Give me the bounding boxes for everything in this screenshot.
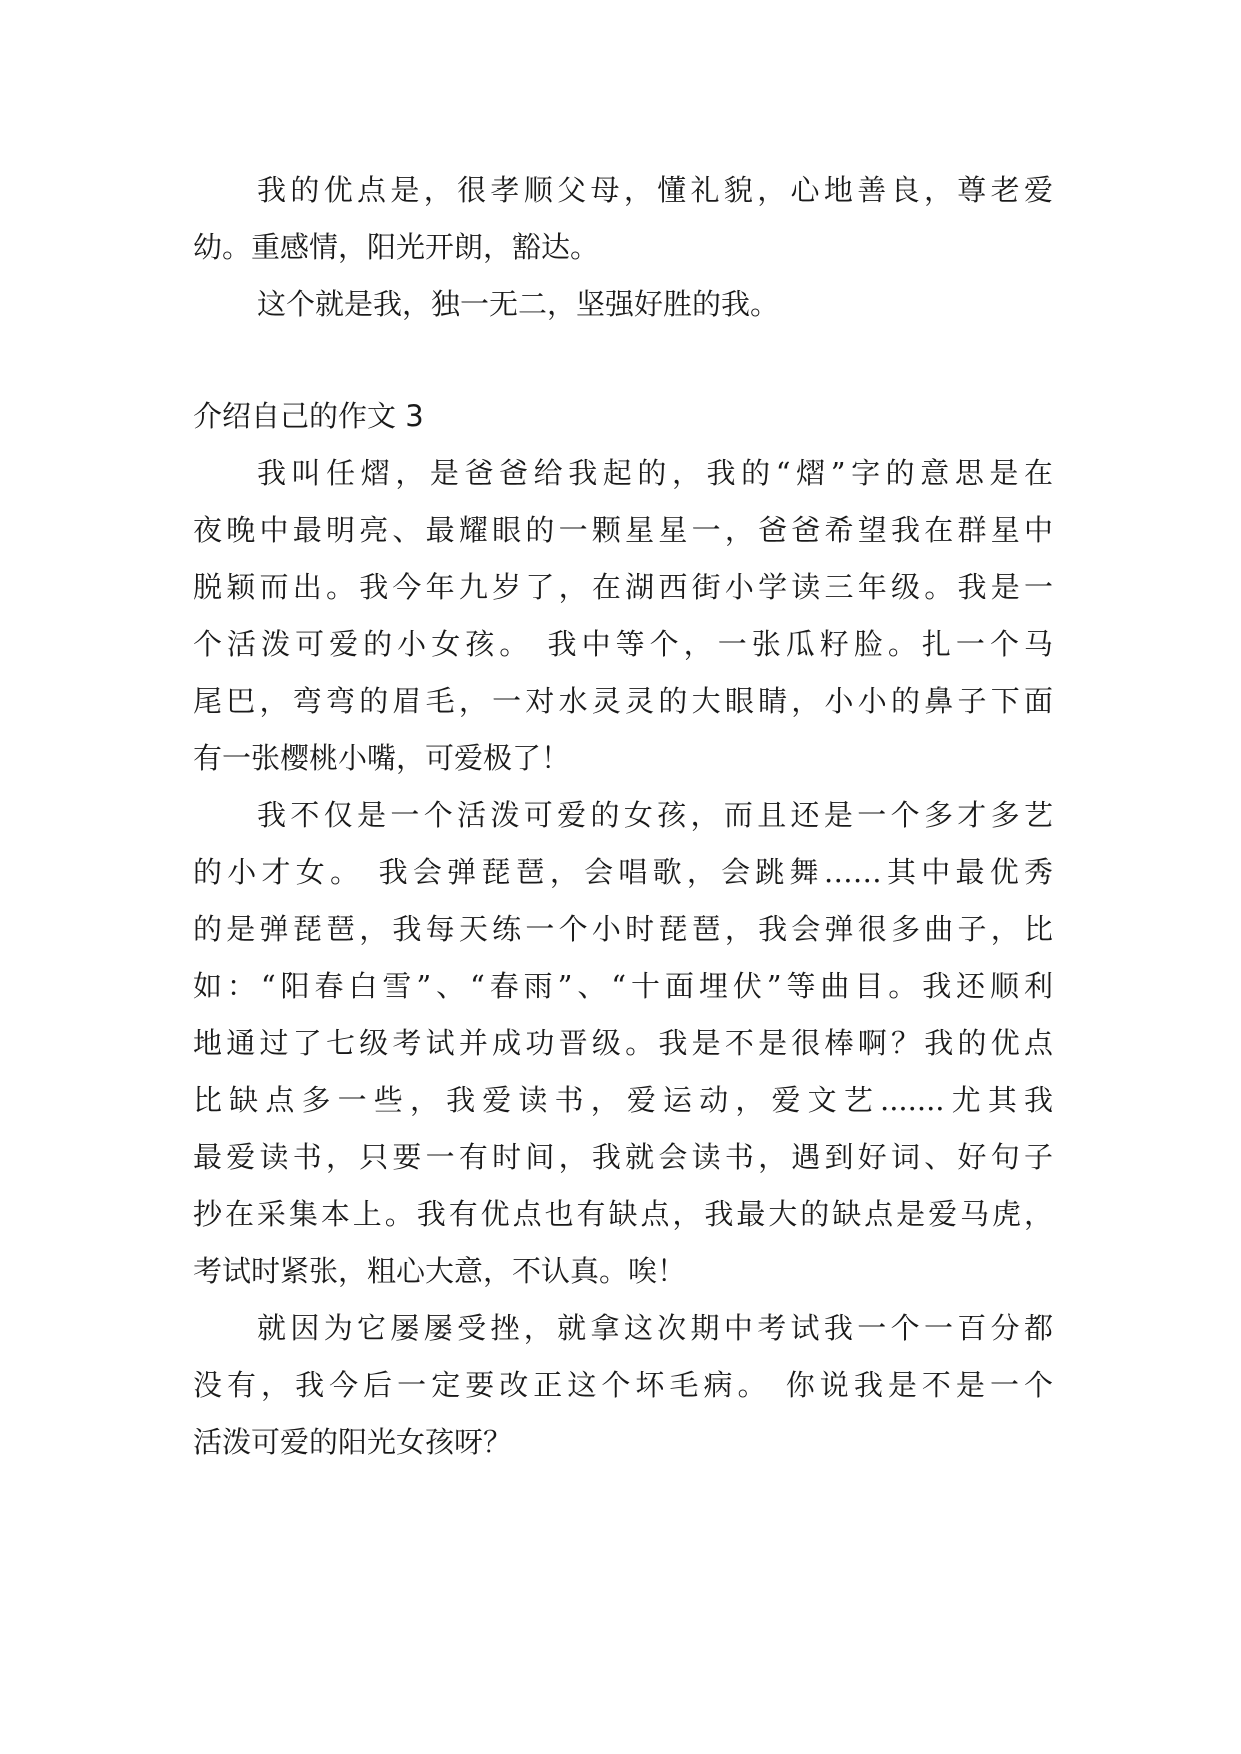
paragraph-line: 我叫任熠，是爸爸给我起的，我的“熠”字的意思是在 — [257, 456, 1053, 490]
paragraph-line: 没有，我今后一定要改正这个坏毛病。 你说我是不是一个 — [193, 1368, 1053, 1402]
paragraph-line: 的是弹琵琶，我每天练一个小时琵琶，我会弹很多曲子，比 — [193, 912, 1053, 946]
section-heading: 介绍自己的作文 3 — [193, 399, 424, 433]
paragraph-line: 的小才女。 我会弹琵琶，会唱歌，会跳舞……其中最优秀 — [193, 855, 1053, 889]
paragraph-line: 就因为它屡屡受挫，就拿这次期中考试我一个一百分都 — [257, 1311, 1053, 1345]
paragraph-line: 夜晚中最明亮、最耀眼的一颗星星一，爸爸希望我在群星中 — [193, 513, 1053, 547]
paragraph-line: 尾巴，弯弯的眉毛，一对水灵灵的大眼睛，小小的鼻子下面 — [193, 684, 1053, 718]
paragraph-line: 地通过了七级考试并成功晋级。我是不是很棒啊？我的优点 — [193, 1026, 1053, 1060]
paragraph-line: 活泼可爱的阳光女孩呀？ — [193, 1425, 513, 1459]
paragraph-line: 抄在采集本上。我有优点也有缺点，我最大的缺点是爱马虎， — [193, 1197, 1053, 1231]
paragraph-line: 我不仅是一个活泼可爱的女孩，而且还是一个多才多艺 — [257, 798, 1053, 832]
paragraph-line: 幼。重感情，阳光开朗，豁达。 — [193, 230, 600, 264]
paragraph-line: 比缺点多一些，我爱读书，爱运动，爱文艺.......尤其我 — [193, 1083, 1053, 1117]
paragraph-line: 个活泼可爱的小女孩。 我中等个，一张瓜籽脸。扎一个马 — [193, 627, 1053, 661]
paragraph-line: 如：“阳春白雪”、“春雨”、“十面埋伏”等曲目。我还顺利 — [193, 969, 1053, 1003]
paragraph-line: 考试时紧张，粗心大意，不认真。唉！ — [193, 1254, 687, 1288]
paragraph-line: 有一张樱桃小嘴，可爱极了！ — [193, 741, 571, 775]
paragraph-line: 脱颖而出。我今年九岁了，在湖西街小学读三年级。我是一 — [193, 570, 1053, 604]
paragraph-line: 这个就是我，独一无二，坚强好胜的我。 — [257, 287, 780, 321]
paragraph-line: 我的优点是，很孝顺父母，懂礼貌，心地善良，尊老爱 — [257, 173, 1053, 207]
paragraph-line: 最爱读书，只要一有时间，我就会读书，遇到好词、好句子 — [193, 1140, 1053, 1174]
